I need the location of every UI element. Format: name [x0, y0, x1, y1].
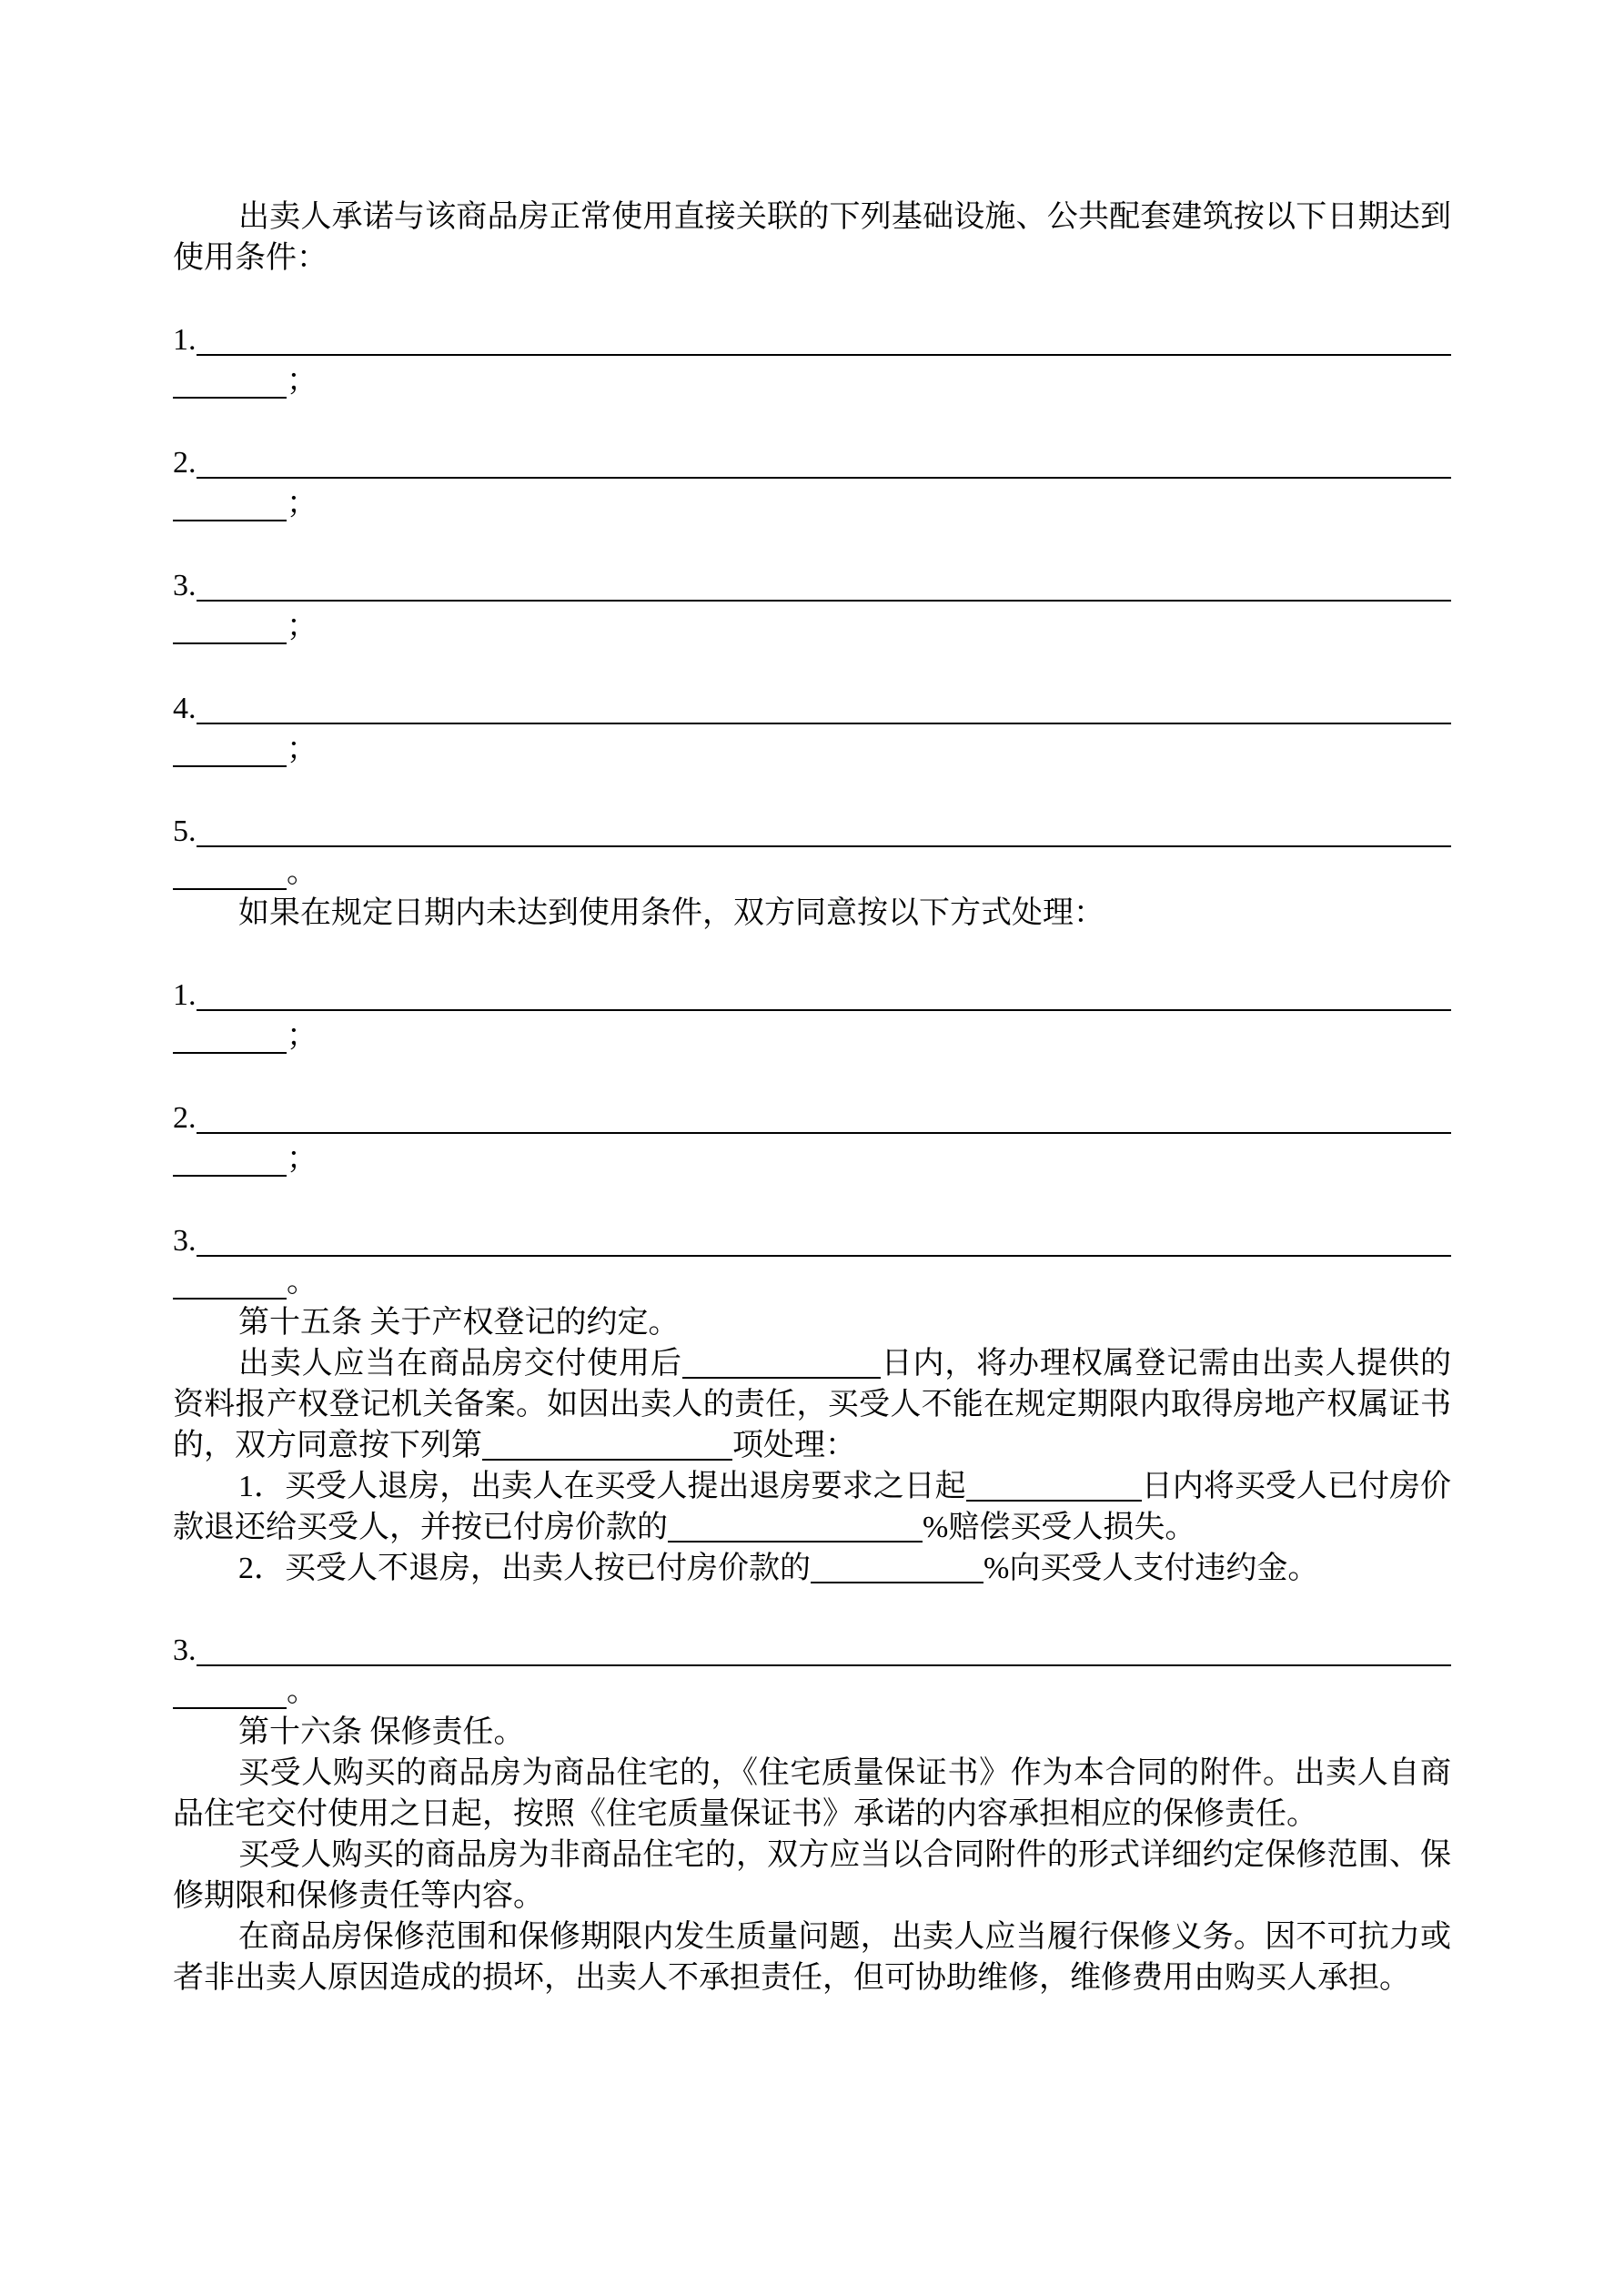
fill-in-line-short [173, 1138, 287, 1177]
blank-line-row [173, 688, 1451, 729]
fill-in-line-long [197, 442, 1452, 479]
text-run: 在商品房保修范围和保修期限内发生质量问题，出卖人应当履行保修义务。因不可抗力或者非出卖人原因造成的损坏，出卖人不承担责任，但可协助维修，维修费用由购买人承担。 [173, 1920, 1451, 1995]
item-number: 3. [173, 569, 197, 602]
numbered-blank-item [173, 811, 1451, 893]
text-run: 第十五条 关于产权登记的约定。 [238, 1306, 680, 1340]
item-end-punctuation: ； [287, 733, 318, 766]
numbered-blank-item [173, 442, 1451, 524]
blank-continuation-row [173, 483, 1451, 524]
fill-in-blank-line [682, 1346, 881, 1379]
paragraph [173, 197, 1451, 278]
numbered-blank-item [173, 1220, 1451, 1302]
numbered-blank-item [173, 565, 1451, 647]
fill-in-blank-line [482, 1428, 732, 1461]
paragraph [173, 1302, 1451, 1343]
paragraph [173, 1343, 1451, 1466]
blank-line-row [173, 811, 1451, 852]
blank-line-row [173, 975, 1451, 1016]
item-end-punctuation: ； [287, 487, 318, 521]
fill-in-line-short [173, 483, 287, 521]
paragraph [173, 893, 1451, 934]
numbered-blank-item [173, 1630, 1451, 1712]
numbered-blank-item [173, 1097, 1451, 1179]
text-run: 买受人购买的商品房为非商品住宅的，双方应当以合同附件的形式详细约定保修范围、保修期限和保修责任等内容。 [173, 1838, 1451, 1913]
fill-in-blank-line [811, 1551, 983, 1583]
fill-in-line-long [197, 811, 1452, 847]
text-run: %向买受人支付违约金。 [983, 1552, 1319, 1585]
fill-in-line-short [173, 1261, 287, 1300]
blank-continuation-row [173, 1671, 1451, 1712]
fill-in-line-long [197, 975, 1452, 1011]
item-end-punctuation: 。 [287, 1674, 318, 1708]
item-end-punctuation: 。 [287, 1265, 318, 1299]
blank-line-row [173, 1097, 1451, 1138]
item-end-punctuation: ； [287, 364, 318, 398]
blank-line-row [173, 565, 1451, 606]
item-number: 2. [173, 446, 197, 480]
text-run: 1．买受人退房，出卖人在买受人提出退房要求之日起 [238, 1470, 966, 1503]
blank-line-row [173, 442, 1451, 483]
blank-line-row [173, 319, 1451, 360]
fill-in-line-short [173, 1016, 287, 1054]
text-run: 买受人购买的商品房为商品住宅的，《住宅质量保证书》作为本合同的附件。出卖人自商品住宅交付使用之日起，按照《住宅质量保证书》承诺的内容承担相应的保修责任。 [173, 1756, 1451, 1831]
paragraph [173, 1753, 1451, 1835]
blank-continuation-row [173, 1138, 1451, 1179]
fill-in-line-long [197, 319, 1452, 356]
item-end-punctuation: ； [287, 1142, 318, 1176]
item-end-punctuation: ； [287, 610, 318, 643]
paragraph [173, 1548, 1451, 1589]
fill-in-line-short [173, 606, 287, 644]
fill-in-line-long [197, 688, 1452, 724]
blank-continuation-row [173, 1261, 1451, 1302]
fill-in-line-long [197, 1097, 1452, 1134]
fill-in-line-long [197, 1630, 1452, 1666]
item-number: 1. [173, 323, 197, 357]
text-run: 2．买受人不退房，出卖人按已付房价款的 [238, 1552, 811, 1585]
paragraph [173, 1712, 1451, 1753]
numbered-blank-item [173, 975, 1451, 1057]
fill-in-blank-line [668, 1510, 923, 1542]
fill-in-line-short [173, 729, 287, 767]
text-run: 日内将买受人已付房价款退还给买受人，并按已付房价款的 [173, 1470, 1452, 1544]
text-run: 如果在规定日期内未达到使用条件，双方同意按以下方式处理： [238, 896, 1105, 930]
fill-in-line-short [173, 360, 287, 399]
text-run: 项处理： [732, 1429, 856, 1462]
fill-in-line-long [197, 565, 1452, 602]
item-number: 3. [173, 1224, 197, 1258]
item-number: 1. [173, 978, 197, 1012]
text-run: 出卖人应当在商品房交付使用后 [238, 1347, 682, 1381]
blank-continuation-row [173, 360, 1451, 401]
text-run: 第十六条 保修责任。 [238, 1715, 525, 1749]
fill-in-line-short [173, 1671, 287, 1709]
fill-in-blank-line [966, 1469, 1142, 1502]
item-number: 2. [173, 1101, 197, 1135]
paragraph [173, 1835, 1451, 1917]
text-run: 日内，将办理权属登记需由出卖人提供的资料报产权登记机关备案。如因出卖人的责任，买受人不能在规定期限内取得房地产权属证书的，双方同意按下列第 [173, 1347, 1451, 1462]
blank-line-row [173, 1220, 1451, 1261]
blank-continuation-row [173, 1016, 1451, 1057]
numbered-blank-item [173, 319, 1451, 401]
item-end-punctuation: ； [287, 1019, 318, 1053]
blank-continuation-row [173, 852, 1451, 893]
item-number: 5. [173, 814, 197, 848]
fill-in-line-long [197, 1220, 1452, 1257]
item-number: 4. [173, 692, 197, 725]
paragraph [173, 1466, 1451, 1548]
text-run: 出卖人承诺与该商品房正常使用直接关联的下列基础设施、公共配套建筑按以下日期达到使用条件： [173, 200, 1451, 275]
blank-continuation-row [173, 606, 1451, 647]
item-number: 3. [173, 1633, 197, 1667]
blank-line-row [173, 1630, 1451, 1671]
item-end-punctuation: 。 [287, 855, 318, 889]
numbered-blank-item [173, 688, 1451, 770]
blank-continuation-row [173, 729, 1451, 770]
text-run: %赔偿买受人损失。 [923, 1511, 1196, 1544]
fill-in-line-short [173, 852, 287, 890]
paragraph [173, 1917, 1451, 1998]
document-body [173, 197, 1451, 1998]
